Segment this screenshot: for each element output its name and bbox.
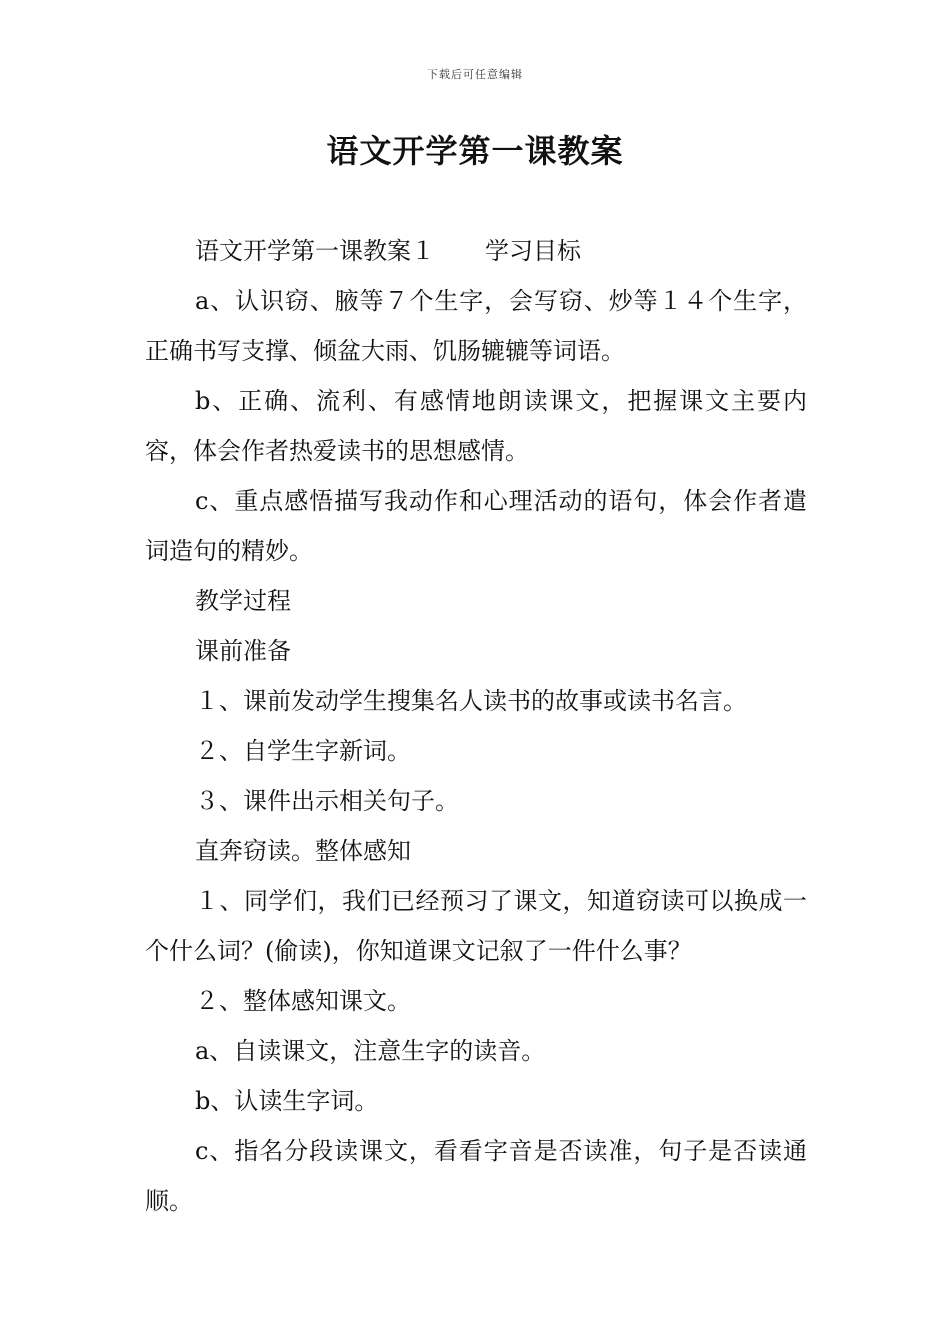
paragraph: １、同学们，我们已经预习了课文，知道窃读可以换成一个什么词？(偷读)，你知道课文记叙了一件什么事？ <box>145 887 807 965</box>
document-title: 语文开学第一课教案 <box>326 132 624 170</box>
paragraph: ２、自学生字新词。 <box>195 737 411 765</box>
document-body <box>145 226 807 1226</box>
intro-title: 语文开学第一课教案１ <box>195 237 435 265</box>
paragraph: c、重点感悟描写我动作和心理活动的语句，体会作者遣词造句的精妙。 <box>145 487 807 565</box>
paragraph: a、认识窃、腋等７个生字，会写窃、炒等１４个生字，正确书写支撑、倾盆大雨、饥肠辘辘等词语。 <box>145 287 807 365</box>
paragraph: ３、课件出示相关句子。 <box>195 787 459 815</box>
intro-line <box>145 226 807 276</box>
paragraph: ２、整体感知课文。 <box>195 987 411 1015</box>
header-note: 下载后可任意编辑 <box>427 68 523 81</box>
paragraph: a、自读课文，注意生字的读音。 <box>195 1037 546 1065</box>
paragraph: b、认读生字词。 <box>195 1087 379 1115</box>
section-heading: 课前准备 <box>195 637 291 665</box>
intro-section-heading: 学习目标 <box>485 237 581 265</box>
section-heading: 教学过程 <box>195 587 291 615</box>
paragraph: c、指名分段读课文，看看字音是否读准，句子是否读通顺。 <box>145 1137 807 1215</box>
section-heading: 直奔窃读。整体感知 <box>195 837 411 865</box>
paragraph: １、课前发动学生搜集名人读书的故事或读书名言。 <box>195 687 747 715</box>
paragraph: b、正确、流利、有感情地朗读课文，把握课文主要内容，体会作者热爱读书的思想感情。 <box>145 387 807 465</box>
